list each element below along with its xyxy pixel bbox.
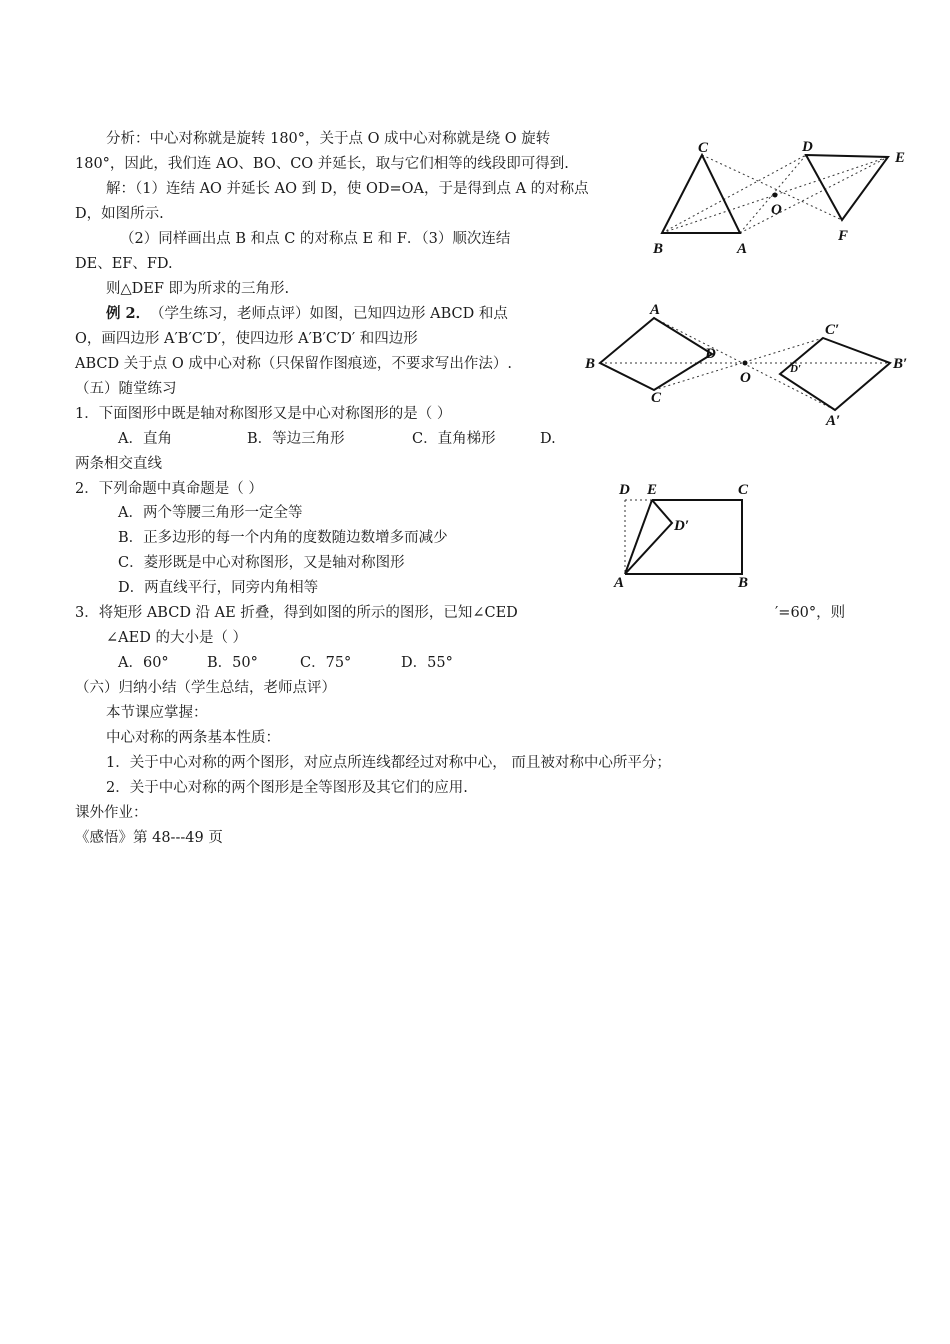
question-2-option-b: B．正多边形的每一个内角的度数随边数增多而减少 <box>118 530 448 546</box>
label-D-prime: D′ <box>674 518 690 534</box>
question-3-option-d: D．55° <box>401 655 453 671</box>
question-2-option-c: C．菱形既是中心对称图形，又是轴对称图形 <box>118 555 405 571</box>
label-C: C <box>651 390 662 406</box>
solution-line-4: DE、EF、FD. <box>75 256 173 272</box>
question-3-tail: ′=60°，则 <box>775 605 846 621</box>
question-1-option-a: A．直角 <box>118 431 172 447</box>
question-3: 3．将矩形 ABCD 沿 AE 折叠，得到如图的所示的图形，已知∠CED <box>75 605 518 621</box>
label-D: D <box>802 139 813 155</box>
label-A: A <box>650 302 661 318</box>
example-2-line-1: （学生练习，老师点评）如图，已知四边形 ABCD 和点 <box>150 306 508 322</box>
homework-book: 《感悟》第 48---49 页 <box>75 830 223 846</box>
label-O: O <box>771 202 782 218</box>
center-point-O <box>743 361 748 366</box>
triangle-DEF <box>806 155 888 220</box>
question-3-option-c: C．75° <box>300 655 352 671</box>
summary-property-1: 1．关于中心对称的两个图形，对应点所连线都经过对称中心， 而且被对称中心所平分； <box>106 755 671 771</box>
center-point-O <box>773 193 778 198</box>
example-2-line-2: O，画四边形 A′B′C′D′，使四边形 A′B′C′D′ 和四边形 <box>75 331 418 347</box>
question-2: 2．下列命题中真命题是（ ） <box>75 481 263 497</box>
fold-line-AE <box>625 500 652 574</box>
question-1-option-c: C．直角梯形 <box>412 431 496 447</box>
label-B-prime: B′ <box>893 356 908 372</box>
question-1-option-d-text: 两条相交直线 <box>75 456 162 472</box>
question-2-option-d: D．两直线平行，同旁内角相等 <box>118 580 319 596</box>
rectangle-outline <box>625 500 742 574</box>
analysis-line-1: 分析：中心对称就是旋转 180°，关于点 O 成中心对称就是绕 O 旋转 <box>106 131 551 147</box>
example-2-line-3: ABCD 关于点 O 成中心对称（只保留作图痕迹，不要求写出作法）. <box>75 356 512 372</box>
practice-heading: （五）随堂练习 <box>75 381 177 397</box>
label-C: C <box>738 482 749 498</box>
label-A-prime: A′ <box>826 413 841 429</box>
question-3-line-2: ∠AED 的大小是（ ） <box>106 630 248 646</box>
folded-rectangle-figure <box>610 480 760 590</box>
summary-property-2: 2．关于中心对称的两个图形是全等图形及其它们的应用. <box>106 780 468 796</box>
question-1-option-b: B．等边三角形 <box>247 431 345 447</box>
label-D: D <box>705 346 716 362</box>
label-B: B <box>653 241 664 257</box>
solution-line-3: （2）同样画出点 B 和点 C 的对称点 E 和 F．（3）顺次连结 <box>120 231 511 247</box>
label-A: A <box>614 575 625 591</box>
example-2-label: 例 2． <box>106 305 151 322</box>
label-O: O <box>740 370 751 386</box>
summary-line-1: 本节课应掌握： <box>106 705 208 721</box>
quadrilateral-reflection-figure <box>580 300 920 435</box>
label-E: E <box>647 482 658 498</box>
label-C-prime: C′ <box>825 322 840 338</box>
solution-line-2: D，如图所示. <box>75 206 164 222</box>
solution-line-1: 解：（1）连结 AO 并延长 AO 到 D，使 OD=OA，于是得到点 A 的对称点 <box>106 181 589 197</box>
question-3-option-b: B．50° <box>207 655 258 671</box>
question-1-option-d: D. <box>540 431 556 447</box>
summary-line-2: 中心对称的两条基本性质： <box>106 730 280 746</box>
analysis-line-2: 180°，因此，我们连 AO、BO、CO 并延长，取与它们相等的线段即可得到. <box>75 156 569 172</box>
label-E: E <box>895 150 906 166</box>
label-F: F <box>838 228 849 244</box>
summary-heading: （六）归纳小结（学生总结，老师点评） <box>75 680 336 696</box>
label-C: C <box>698 140 709 156</box>
label-A: A <box>737 241 748 257</box>
quadrilateral-ABCD <box>600 318 712 390</box>
label-D-prime: D′ <box>790 363 802 375</box>
label-D: D <box>619 482 630 498</box>
label-B: B <box>585 356 596 372</box>
question-3-option-a: A．60° <box>118 655 169 671</box>
triangle-reflection-figure <box>640 130 930 260</box>
homework-label: 课外作业： <box>75 805 148 821</box>
triangle-ABC <box>662 155 740 233</box>
question-1: 1．下面图形中既是轴对称图形又是中心对称图形的是（ ） <box>75 406 452 422</box>
label-B: B <box>738 575 749 591</box>
solution-conclusion: 则△DEF 即为所求的三角形. <box>106 281 290 297</box>
question-2-option-a: A．两个等腰三角形一定全等 <box>118 505 303 521</box>
